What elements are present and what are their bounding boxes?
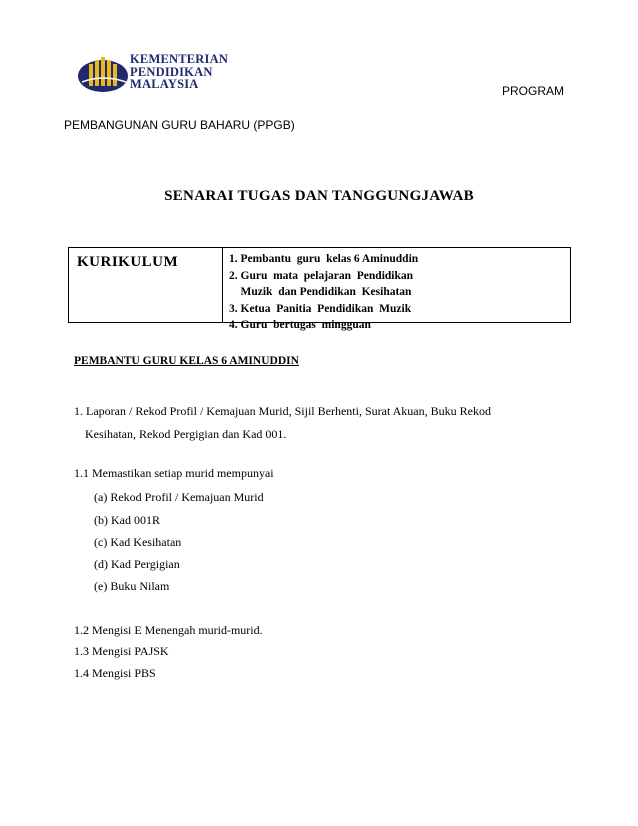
sub-item: (c) Kad Kesihatan bbox=[94, 535, 182, 549]
logo-line-1: KEMENTERIAN bbox=[130, 52, 229, 66]
item-1-line-1: 1. Laporan / Rekod Profil / Kemajuan Murid, Sijil Berhenti, Surat Akuan, Buku Rekod bbox=[74, 404, 491, 418]
duty-item: 2. Guru mata pelajaran Pendidikan bbox=[229, 269, 414, 282]
item-1-2: 1.2 Mengisi E Menengah murid-murid. bbox=[74, 623, 263, 637]
duties-table bbox=[68, 247, 571, 331]
program-subtitle: PEMBANGUNAN GURU BAHARU (PPGB) bbox=[64, 118, 295, 132]
duty-item: 4. Guru bertugas mingguan bbox=[229, 319, 371, 331]
item-1-paragraph bbox=[74, 400, 554, 446]
duty-item: 1. Pembantu guru kelas 6 Aminuddin bbox=[229, 253, 419, 265]
sub-item: (e) Buku Nilam bbox=[94, 579, 170, 593]
section-heading: PEMBANTU GURU KELAS 6 AMINUDDIN bbox=[74, 355, 299, 367]
item-1-line-2: Kesihatan, Rekod Pergigian dan Kad 001. bbox=[85, 427, 287, 441]
sub-item: (a) Rekod Profil / Kemajuan Murid bbox=[94, 490, 264, 504]
item-1-3: 1.3 Mengisi PAJSK bbox=[74, 644, 169, 658]
logo-line-2: PENDIDIKAN bbox=[130, 64, 213, 79]
item-1-4: 1.4 Mengisi PBS bbox=[74, 666, 156, 680]
ministry-emblem-icon bbox=[76, 52, 130, 96]
document-title: SENARAI TUGAS DAN TANGGUNGJAWAB bbox=[164, 188, 474, 204]
logo-line-3: MALAYSIA bbox=[130, 77, 199, 91]
ministry-logo bbox=[76, 52, 252, 96]
table-label: KURIKULUM bbox=[77, 254, 179, 270]
sub-item: (b) Kad 001R bbox=[94, 513, 160, 527]
item-1-1-heading: 1.1 Memastikan setiap murid mempunyai bbox=[74, 466, 274, 480]
logo-wordmark bbox=[130, 53, 228, 91]
program-label: PROGRAM bbox=[501, 84, 564, 98]
duties-list bbox=[229, 251, 567, 334]
duty-item: Muzik dan Pendidikan Kesihatan bbox=[229, 286, 412, 298]
duty-item: 3. Ketua Panitia Pendidikan Muzik bbox=[229, 302, 412, 315]
table-divider bbox=[222, 248, 223, 322]
sub-item: (d) Kad Pergigian bbox=[94, 557, 180, 571]
